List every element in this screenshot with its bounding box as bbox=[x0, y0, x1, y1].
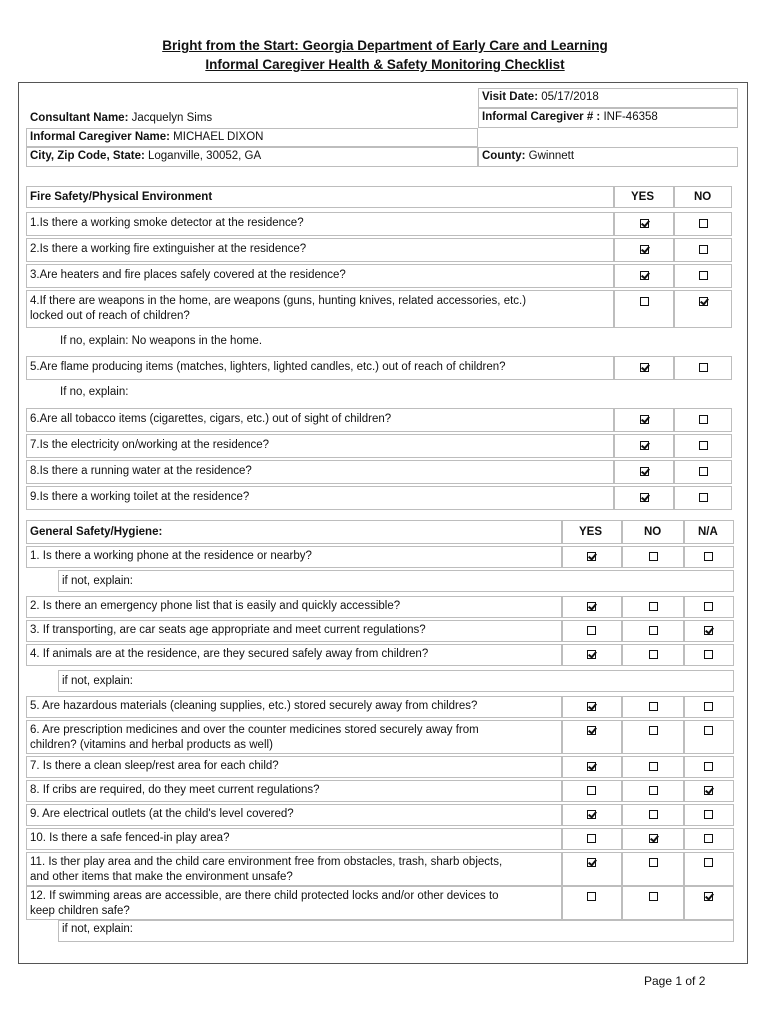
fire-question-5: 5.Are flame producing items (matches, lighters, lighted candles, etc.) out of reach of children? bbox=[30, 361, 506, 373]
fire-q9-yes-checkbox[interactable] bbox=[640, 493, 649, 502]
general-q8-na-checkbox[interactable] bbox=[704, 786, 713, 795]
general-question-12: 12. If swimming areas are accessible, are there child protected locks and/or other devices to bbox=[30, 890, 499, 902]
fire-q8-no-checkbox[interactable] bbox=[699, 467, 708, 476]
general-col-no: NO bbox=[644, 526, 662, 538]
caregiver-name: Informal Caregiver Name: MICHAEL DIXON bbox=[30, 131, 264, 143]
fire-question-1: 1.Is there a working smoke detector at the residence? bbox=[30, 217, 304, 229]
fire-q5-no-checkbox[interactable] bbox=[699, 363, 708, 372]
explain-cell bbox=[58, 920, 734, 942]
general-q1-no-checkbox[interactable] bbox=[649, 552, 658, 561]
caregiver-number: Informal Caregiver # : INF-46358 bbox=[482, 111, 658, 123]
general-q6-no-checkbox[interactable] bbox=[649, 726, 658, 735]
fire-q5-explain: If no, explain: bbox=[60, 386, 129, 398]
general-q10-no-checkbox[interactable] bbox=[649, 834, 658, 843]
general-q10-na-checkbox[interactable] bbox=[704, 834, 713, 843]
fire-q1-yes-checkbox[interactable] bbox=[640, 219, 649, 228]
fire-q2-yes-checkbox[interactable] bbox=[640, 245, 649, 254]
general-q12-explain: if not, explain: bbox=[62, 923, 133, 935]
general-q4-explain: if not, explain: bbox=[62, 675, 133, 687]
explain-cell bbox=[58, 570, 734, 592]
fire-q3-no-checkbox[interactable] bbox=[699, 271, 708, 280]
general-q11-no-checkbox[interactable] bbox=[649, 858, 658, 867]
general-q5-na-checkbox[interactable] bbox=[704, 702, 713, 711]
general-q4-yes-checkbox[interactable] bbox=[587, 650, 596, 659]
general-q2-no-checkbox[interactable] bbox=[649, 602, 658, 611]
general-q6-yes-checkbox[interactable] bbox=[587, 726, 596, 735]
general-q9-yes-checkbox[interactable] bbox=[587, 810, 596, 819]
fire-q6-yes-checkbox[interactable] bbox=[640, 415, 649, 424]
fire-q7-yes-checkbox[interactable] bbox=[640, 441, 649, 450]
general-q2-na-checkbox[interactable] bbox=[704, 602, 713, 611]
fire-q9-no-checkbox[interactable] bbox=[699, 493, 708, 502]
general-question-11: and other items that make the environment unsafe? bbox=[30, 871, 293, 883]
fire-q3-yes-checkbox[interactable] bbox=[640, 271, 649, 280]
general-q9-no-checkbox[interactable] bbox=[649, 810, 658, 819]
title-line1: Bright from the Start: Georgia Department of Early Care and Learning bbox=[162, 38, 608, 53]
general-question-10: 10. Is there a safe fenced-in play area? bbox=[30, 832, 230, 844]
general-q12-yes-checkbox[interactable] bbox=[587, 892, 596, 901]
fire-col-yes: YES bbox=[631, 191, 655, 203]
general-q8-yes-checkbox[interactable] bbox=[587, 786, 596, 795]
general-q7-yes-checkbox[interactable] bbox=[587, 762, 596, 771]
general-q4-no-checkbox[interactable] bbox=[649, 650, 658, 659]
general-q5-yes-checkbox[interactable] bbox=[587, 702, 596, 711]
general-question-8: 8. If cribs are required, do they meet current regulations? bbox=[30, 784, 320, 796]
fire-question-4: locked out of reach of children? bbox=[30, 310, 190, 322]
fire-col-no: NO bbox=[694, 191, 712, 203]
fire-question-6: 6.Are all tobacco items (cigarettes, cigars, etc.) out of sight of children? bbox=[30, 413, 392, 425]
general-q3-no-checkbox[interactable] bbox=[649, 626, 658, 635]
fire-question-3: 3.Are heaters and fire places safely covered at the residence? bbox=[30, 269, 346, 281]
page-number: Page 1 of 2 bbox=[644, 974, 706, 988]
general-q11-na-checkbox[interactable] bbox=[704, 858, 713, 867]
fire-question-2: 2.Is there a working fire extinguisher at the residence? bbox=[30, 243, 307, 255]
general-q5-no-checkbox[interactable] bbox=[649, 702, 658, 711]
general-q12-no-checkbox[interactable] bbox=[649, 892, 658, 901]
title-line2: Informal Caregiver Health & Safety Monitoring Checklist bbox=[205, 57, 565, 72]
fire-q6-no-checkbox[interactable] bbox=[699, 415, 708, 424]
general-col-yes: YES bbox=[579, 526, 603, 538]
general-question-9: 9. Are electrical outlets (at the child's level covered? bbox=[30, 808, 294, 820]
general-q10-yes-checkbox[interactable] bbox=[587, 834, 596, 843]
consultant-name: Consultant Name: Jacquelyn Sims bbox=[30, 112, 213, 124]
general-question-2: 2. Is there an emergency phone list that is easily and quickly accessible? bbox=[30, 600, 401, 612]
general-q4-na-checkbox[interactable] bbox=[704, 650, 713, 659]
general-q6-na-checkbox[interactable] bbox=[704, 726, 713, 735]
general-q7-no-checkbox[interactable] bbox=[649, 762, 658, 771]
general-question-4: 4. If animals are at the residence, are they secured safely away from children? bbox=[30, 648, 429, 660]
fire-q5-yes-checkbox[interactable] bbox=[640, 363, 649, 372]
general-q1-na-checkbox[interactable] bbox=[704, 552, 713, 561]
general-question-3: 3. If transporting, are car seats age appropriate and meet current regulations? bbox=[30, 624, 426, 636]
fire-section-heading: Fire Safety/Physical Environment bbox=[30, 191, 213, 203]
fire-question-8: 8.Is there a running water at the residence? bbox=[30, 465, 252, 477]
general-question-7: 7. Is there a clean sleep/rest area for each child? bbox=[30, 760, 279, 772]
fire-q4-no-checkbox[interactable] bbox=[699, 297, 708, 306]
general-q1-explain: if not, explain: bbox=[62, 575, 133, 587]
general-question-6: 6. Are prescription medicines and over the counter medicines stored securely away from bbox=[30, 724, 479, 736]
general-q8-no-checkbox[interactable] bbox=[649, 786, 658, 795]
general-q2-yes-checkbox[interactable] bbox=[587, 602, 596, 611]
general-q12-na-checkbox[interactable] bbox=[704, 892, 713, 901]
no-cell bbox=[674, 290, 732, 328]
explain-cell bbox=[58, 670, 734, 692]
fire-q7-no-checkbox[interactable] bbox=[699, 441, 708, 450]
general-q3-na-checkbox[interactable] bbox=[704, 626, 713, 635]
general-question-5: 5. Are hazardous materials (cleaning supplies, etc.) stored securely away from childres? bbox=[30, 700, 478, 712]
general-q1-yes-checkbox[interactable] bbox=[587, 552, 596, 561]
fire-q4-explain: If no, explain: No weapons in the home. bbox=[60, 335, 263, 347]
fire-question-4: 4.If there are weapons in the home, are weapons (guns, hunting knives, related accessories, etc.) bbox=[30, 295, 527, 307]
general-section-heading: General Safety/Hygiene: bbox=[30, 526, 163, 538]
general-question-6: children? (vitamins and herbal products as well) bbox=[30, 739, 273, 751]
visit-date: Visit Date: 05/17/2018 bbox=[482, 91, 599, 103]
fire-q1-no-checkbox[interactable] bbox=[699, 219, 708, 228]
fire-q4-yes-checkbox[interactable] bbox=[640, 297, 649, 306]
general-question-12: keep children safe? bbox=[30, 905, 130, 917]
fire-q8-yes-checkbox[interactable] bbox=[640, 467, 649, 476]
general-question-1: 1. Is there a working phone at the residence or nearby? bbox=[30, 550, 312, 562]
yes-cell bbox=[614, 290, 674, 328]
fire-question-7: 7.Is the electricity on/working at the residence? bbox=[30, 439, 270, 451]
general-q7-na-checkbox[interactable] bbox=[704, 762, 713, 771]
county: County: Gwinnett bbox=[482, 150, 575, 162]
general-q11-yes-checkbox[interactable] bbox=[587, 858, 596, 867]
general-q9-na-checkbox[interactable] bbox=[704, 810, 713, 819]
fire-q2-no-checkbox[interactable] bbox=[699, 245, 708, 254]
general-q3-yes-checkbox[interactable] bbox=[587, 626, 596, 635]
general-col-na: N/A bbox=[698, 526, 718, 538]
general-question-11: 11. Is ther play area and the child care environment free from obstacles, trash, sharb objects, bbox=[30, 856, 503, 868]
city-zip-state: City, Zip Code, State: Loganville, 30052, GA bbox=[30, 150, 262, 162]
fire-question-9: 9.Is there a working toilet at the residence? bbox=[30, 491, 250, 503]
